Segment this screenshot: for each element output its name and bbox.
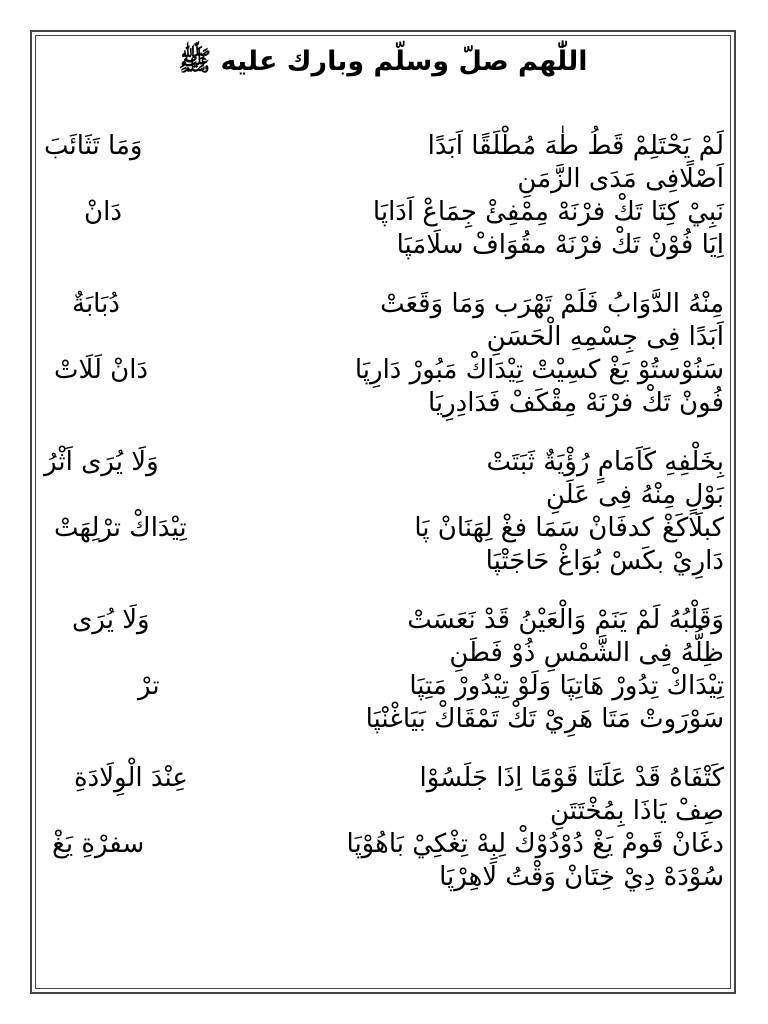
verse-line — [44, 446, 724, 479]
verse-line — [44, 196, 724, 229]
verse-main-text: اِيَا فُوْنْ تَكْ فرْنَهْ مقُوَافْ سلَامَپَا — [396, 230, 724, 260]
verse-main-text: وَقَلْبُهُ لَمْ يَنَمْ وَالْعَيْنُ قَدْ نَعَسَتْ — [407, 605, 724, 635]
verse-line — [44, 762, 724, 795]
verse-line — [44, 354, 724, 387]
verse-line — [44, 670, 724, 703]
verse-line — [44, 703, 724, 736]
verse-main-text: صِفْ يَاذَا بِمُخْتَتَنِ — [549, 796, 724, 826]
verse-line — [44, 795, 724, 828]
verse-main-text: بَوْلٍ مِنْهُ فِى عَلَنِ — [545, 480, 724, 510]
verse-continuation-text: دَانْ — [84, 197, 122, 227]
verse-continuation-text: دُبَابَةٌ — [72, 289, 120, 319]
verse-line — [44, 130, 724, 163]
verse-continuation-text: تِيْدَاكْ ترْلِهَتْ — [54, 513, 187, 543]
verse-main-text: سَنُوْستُوْ يَغْ كسِيْتْ تِيْدَاكْ مَبُورْ دَارِپَا — [354, 355, 724, 385]
verse-line — [44, 637, 724, 670]
verse-continuation-text: وَلَا يُرَى — [72, 605, 150, 635]
verse-main-text: دَارِيْ بكَسْ بُوَاغْ حَاجَتْپَا — [485, 546, 724, 576]
verse-line — [44, 512, 724, 545]
verse-continuation-text: عِنْدَ الْوِلَادَةِ — [74, 763, 188, 793]
verse-line — [44, 288, 724, 321]
verse-main-text: سَوْرَوتْ مَتَا هَرِيْ تَكْ تَمْقَاكْ بَيَاغْنْپَا — [365, 704, 724, 734]
verse-main-text: مِنْهُ الدَّوَابُ فَلَمْ تَهْرَب وَمَا وَقَعَتْ — [380, 289, 724, 319]
verse-main-text: كبلَاكَغْ كدفَانْ سَمَا فغْ لِهَنَانْ پَا — [414, 513, 724, 543]
verse-main-text: سُوْدَهْ دِيْ خِتَانْ وَقْتُ لَاهِرْپَا — [439, 862, 724, 892]
verse-main-text: ظِلُّهُ فِى الشَّمْسِ ذُوْ فَطَنِ — [449, 638, 724, 668]
verse-main-text: لَمْ يَحْتَلِمْ قَطُ طٰهَ مُطْلَقًا اَبَدًا — [427, 131, 724, 161]
stanza-5 — [44, 762, 724, 894]
verse-line — [44, 545, 724, 578]
verse-continuation-text: وَمَا تَثَائَبَ — [44, 131, 143, 161]
page-title: اللّٰهم صلّ وسلّم وبارك عليه ﷺ — [178, 46, 588, 77]
verse-line — [44, 387, 724, 420]
verse-line — [44, 861, 724, 894]
stanza-2 — [44, 288, 724, 420]
verse-main-text: فُونْ تَكْ فرْنَهْ مِقْكَفْ فَدَادِرِيَا — [427, 388, 724, 418]
verse-main-text: اَبَدًا فِى جِسْمِهِ الْحَسَنِ — [486, 322, 724, 352]
verse-main-text: بِخَلْفِهِ كَاَمَامٍ رُؤْيَةٌ ثَبَتَتْ — [486, 447, 724, 477]
verse-line — [44, 604, 724, 637]
verse-main-text: كَتْفَاهُ قَدْ عَلَتَا قَوْمًا اِذَا جَلَسُوْا — [419, 763, 724, 793]
verse-main-text: تِيْدَاكْ تِدُورْ هَاتِپَا وَلَوْ تِيْدُورْ مَتِپَا — [409, 671, 724, 701]
verse-continuation-text: دَانْ لَلَاتْ — [54, 355, 149, 385]
verse-line — [44, 229, 724, 262]
verse-line — [44, 321, 724, 354]
poem-body — [44, 130, 724, 920]
verse-line — [44, 479, 724, 512]
verse-continuation-text: ترْ — [138, 671, 160, 701]
stanza-4 — [44, 604, 724, 736]
verse-main-text: نَبِيْ كِتَا تَكْ فرْنَهْ مِمْفِئْ جِمَاعْ اَدَاپَا — [372, 197, 724, 227]
verse-continuation-text: وَلَا يُرَى اَثْرُ — [44, 447, 159, 477]
verse-main-text: اَصْلًافِى مَدَى الزَّمَنِ — [517, 164, 724, 194]
verse-main-text: دغَانْ قَومْ يَغْ دُوْدُوْكْ لِبِهْ تِغْكِيْ بَاهُوْپَا — [346, 829, 724, 859]
stanza-3 — [44, 446, 724, 578]
stanza-1 — [44, 130, 724, 262]
verse-line — [44, 163, 724, 196]
verse-continuation-text: سفرْةِ يَغْ — [52, 829, 145, 859]
verse-line — [44, 828, 724, 861]
